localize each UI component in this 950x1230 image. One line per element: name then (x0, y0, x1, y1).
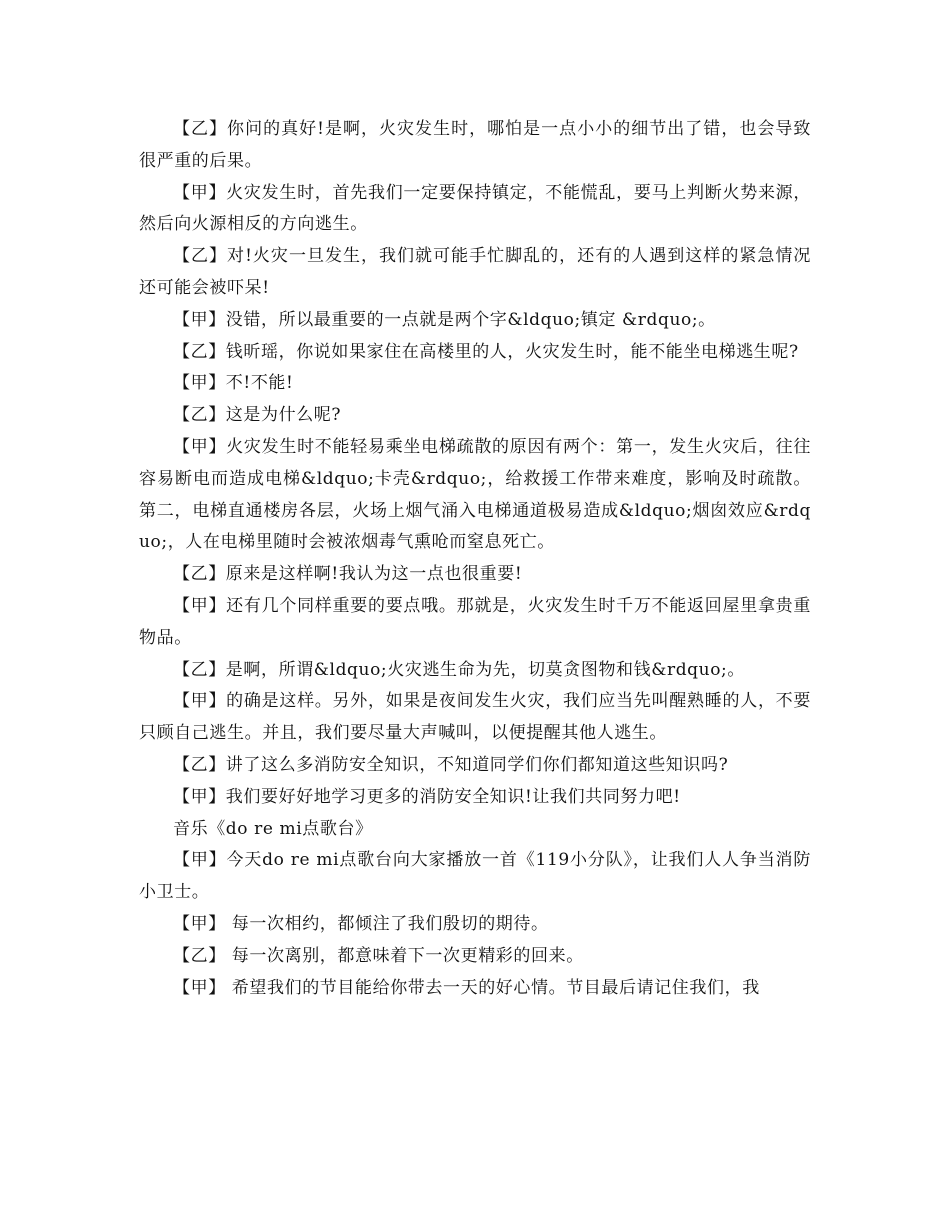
dialogue-paragraph: 【甲】还有几个同样重要的要点哦。那就是，火灾发生时千万不能返回屋里拿贵重物品。 (139, 595, 811, 648)
dialogue-paragraph: 【乙】你问的真好!是啊，火灾发生时，哪怕是一点小小的细节出了错，也会导致很严重的后果。 (139, 119, 811, 171)
dialogue-paragraph: 【乙】钱昕瑶，你说如果家住在高楼里的人，火灾发生时，能不能坐电梯逃生呢? (173, 341, 799, 362)
dialogue-paragraph: 【甲】没错，所以最重要的一点就是两个字&ldquo;镇定 &rdquo;。 (173, 309, 716, 330)
dialogue-paragraph: 【乙】原来是这样啊!我认为这一点也很重要! (173, 564, 523, 585)
document-body (139, 114, 811, 1004)
dialogue-paragraph: 【乙】这是为什么呢? (173, 405, 342, 426)
dialogue-paragraph: 【甲】今天do re mi点歌台向大家播放一首《119小分队》，让我们人人争当消防小卫士。 (139, 850, 811, 903)
dialogue-paragraph: 【乙】 每一次离别，都意味着下一次更精彩的回来。 (173, 945, 584, 966)
dialogue-paragraph: 【甲】火灾发生时不能轻易乘坐电梯疏散的原因有两个：第一，发生火灾后，往往容易断电而造成电梯&ldquo;卡壳&rdquo;，给救援工作带来难度，影响及时疏散。第二，电梯直通楼房各层，火场上烟气涌入电梯通道极易造成&ldquo;烟囱效应&rdquo;，人在电梯里随时会被浓烟毒气熏呛而窒息死亡。 (139, 436, 811, 553)
dialogue-paragraph: 【甲】我们要好好地学习更多的消防安全知识!让我们共同努力吧! (173, 786, 681, 807)
dialogue-paragraph: 【甲】火灾发生时，首先我们一定要保持镇定，不能慌乱，要马上判断火势来源，然后向火源相反的方向逃生。 (139, 182, 811, 235)
dialogue-paragraph: 【甲】 每一次相约，都倾注了我们殷切的期待。 (173, 913, 549, 934)
dialogue-paragraph: 【甲】 希望我们的节目能给你带去一天的好心情。节目最后请记住我们，我 (173, 977, 760, 998)
dialogue-paragraph: 【甲】的确是这样。另外，如果是夜间发生火灾，我们应当先叫醒熟睡的人，不要只顾自己逃生。并且，我们要尽量大声喊叫，以便提醒其他人逃生。 (139, 691, 811, 744)
dialogue-paragraph: 【乙】是啊，所谓&ldquo;火灾逃生命为先，切莫贪图物和钱&rdquo;。 (173, 659, 745, 680)
music-note-line: 音乐《do re mi点歌台》 (173, 818, 373, 839)
dialogue-paragraph: 【乙】讲了这么多消防安全知识，不知道同学们你们都知道这些知识吗? (173, 754, 729, 775)
dialogue-paragraph: 【甲】不!不能! (173, 373, 294, 394)
dialogue-paragraph: 【乙】对!火灾一旦发生，我们就可能手忙脚乱的，还有的人遇到这样的紧急情况还可能会被吓呆! (139, 246, 811, 298)
